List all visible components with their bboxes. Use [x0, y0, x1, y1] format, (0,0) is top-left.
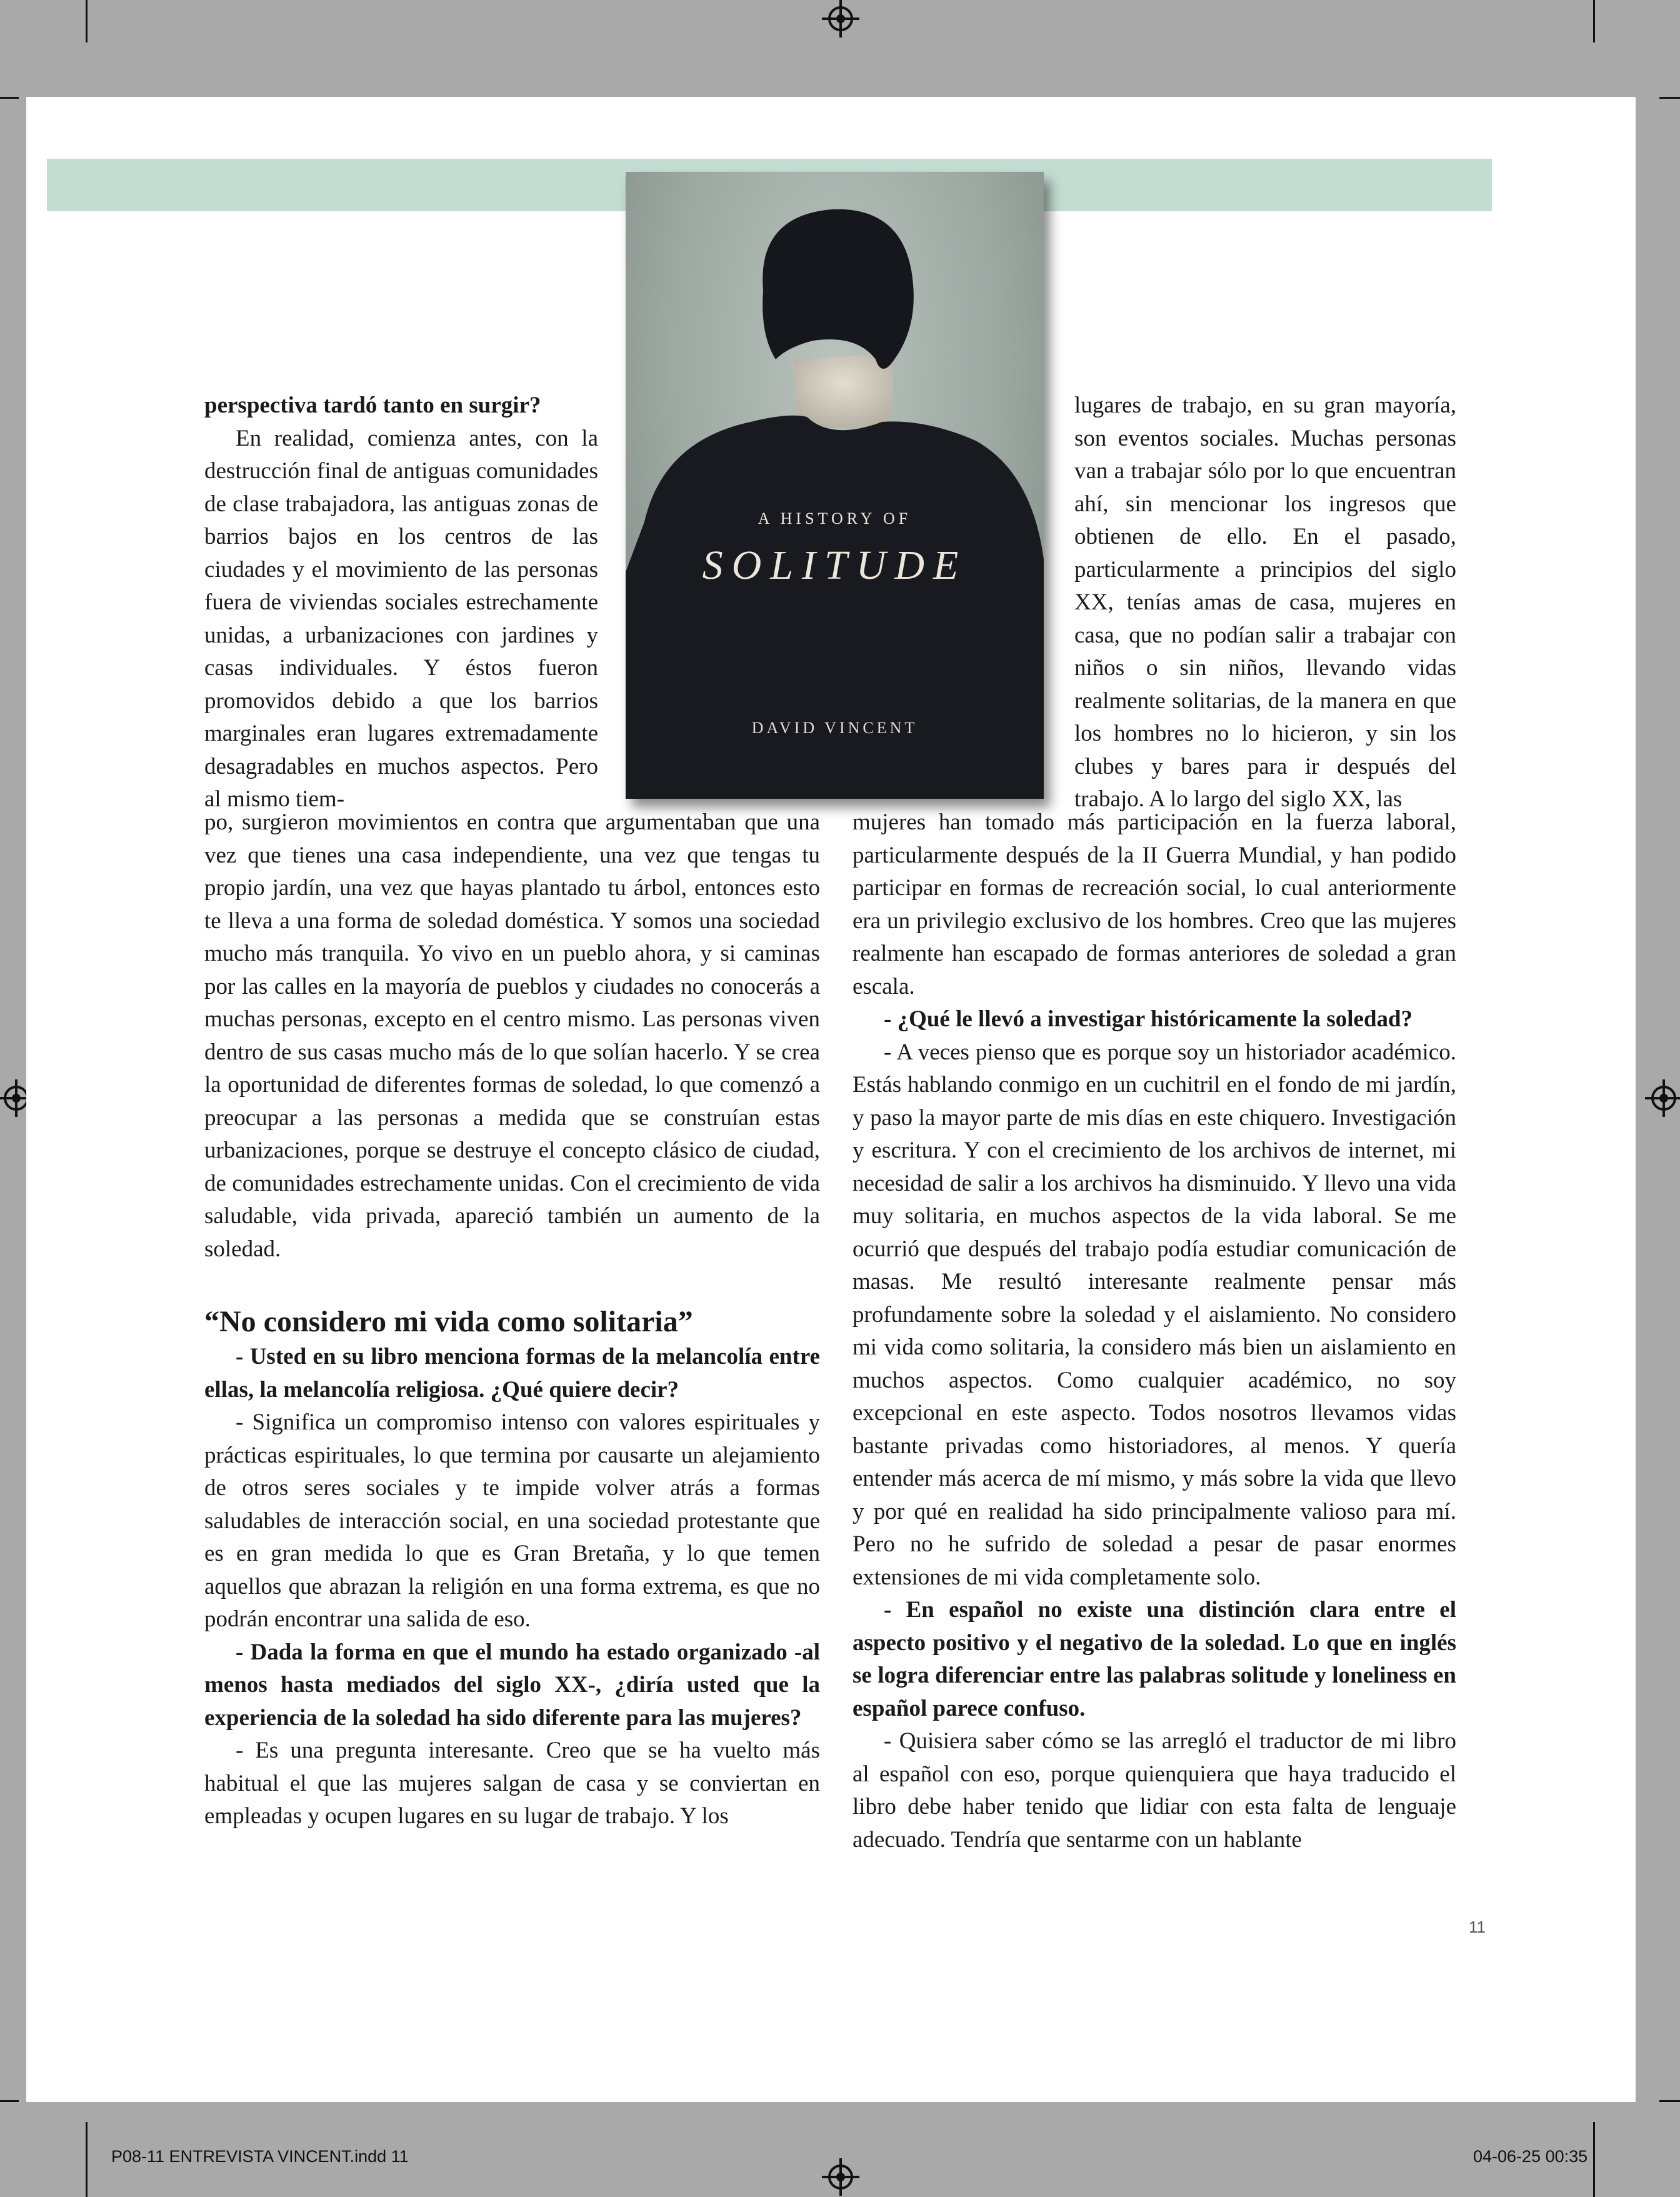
answer-text: lugares de trabajo, en su gran mayoría, son eventos sociales. Muchas personas van a trabajar sólo por lo que encuentran ahí, sin mencionar los ingresos que obtienen de ello. En el pasado, particularmente a principios del siglo XX, tenías amas de casa, mujeres en casa, que no podían salir a trabajar con niños o sin niños, llevando vidas realmente solitarias, de la manera en que los hombres no lo hicieron, y sin los clubes y bares para ir después del trabajo. A lo largo del siglo XX, las	[1074, 393, 1456, 812]
registration-mark-icon	[1651, 1086, 1676, 1111]
answer-text: - Significa un compromiso intenso con valores espirituales y prácticas espirituales, lo que termina por causarte un alejamiento de otros seres sociales y te impide volver atrás a formas saludables de interacción social, en una sociedad protestante que es en gran medida lo que es Gran Bretaña, y lo que temen aquellos que abrazan la religión en una forma extrema, es que no podrán encontrar una salida de eso.	[204, 1409, 820, 1632]
cover-author: DAVID VINCENT	[751, 719, 918, 737]
left-column-top	[204, 389, 598, 816]
slug-file-info: P08-11 ENTREVISTA VINCENT.indd 11	[111, 2147, 409, 2166]
crop-mark	[86, 2122, 88, 2197]
crop-mark	[1593, 2122, 1595, 2197]
section-subhead: “No considero mi vida como solitaria”	[204, 1305, 693, 1338]
registration-mark-icon	[4, 1086, 29, 1111]
answer-text: En realidad, comienza antes, con la destrucción final de antiguas comunidades de clase trabajadora, las antiguas zonas de barrios bajos en los centros de las ciudades y el movimiento de las personas fuera de viviendas sociales estrechamente unidas, a urbanizaciones con jardines y casas individuales. Y éstos fueron promovidos debido a que los barrios marginales eran lugares extremadamente desagradables en muchos aspectos. Pero al mismo tiem-	[204, 425, 598, 812]
crop-mark	[1659, 2100, 1680, 2102]
registration-mark-icon	[828, 6, 853, 31]
question-text: - Dada la forma en que el mundo ha estado organizado -al menos hasta mediados del siglo XX-, ¿diría usted que la experiencia de la soledad ha sido diferente para las mujeres?	[204, 1639, 820, 1731]
right-column-bottom	[852, 806, 1456, 1856]
registration-mark-icon	[828, 2164, 853, 2189]
cover-title: SOLITUDE	[702, 543, 968, 588]
answer-text: - Es una pregunta interesante. Creo que se ha vuelto más habitual el que las mujeres salgan de casa y se conviertan en empleadas y ocupen lugares en su lugar de trabajo. Y los	[204, 1738, 820, 1829]
question-text: - En español no existe una distinción clara entre el aspecto positivo y el negativo de la soledad. Lo que en inglés se logra diferenciar entre las palabras solitude y loneliness en español parece confuso.	[852, 1597, 1456, 1721]
page-number: 11	[1469, 1918, 1486, 1936]
crop-mark	[1659, 97, 1680, 99]
left-column-bottom	[204, 806, 820, 1833]
portrait-illustration	[626, 172, 1044, 799]
slug-date-info: 04-06-25 00:35	[1473, 2147, 1588, 2166]
question-text: perspectiva tardó tanto en surgir?	[204, 393, 541, 418]
crop-mark	[0, 97, 19, 99]
cover-subtitle: A HISTORY OF	[758, 509, 912, 528]
answer-text: - Quisiera saber cómo se las arregló el traductor de mi libro al español con eso, porque quienquiera que haya traducido el libro debe haber tenido que lidiar con esta falta de lenguaje adecuado. Tendría que sentarme con un hablante	[852, 1728, 1456, 1853]
answer-text: mujeres han tomado más participación en la fuerza laboral, particularmente después de la II Guerra Mundial, y han podido participar en formas de recreación social, lo cual anteriormente era un privilegio exclusivo de los hombres. Creo que las mujeres realmente han escapado de formas anteriores de soledad a gran escala.	[852, 809, 1456, 999]
crop-mark	[1593, 0, 1595, 43]
crop-mark	[0, 2100, 19, 2102]
answer-text: po, surgieron movimientos en contra que argumentaban que una vez que tienes una casa independiente, una vez que tengas tu propio jardín, una vez que hayas plantado tu árbol, entonces esto te lleva a una forma de soledad doméstica. Y somos una sociedad mucho más tranquila. Yo vivo en un pueblo ahora, y si caminas por las calles en la mayoría de pueblos y ciudades no conocerás a muchas personas, excepto en el centro mismo. Las personas viven dentro de sus casas mucho más de lo que solían hacerlo. Y se crea la oportunidad de diferentes formas de soledad, lo que comenzó a preocupar a las personas a medida que se construían estas urbanizaciones, porque se destruye el concepto clásico de ciudad, de comunidades estrechamente unidas. Con el crecimiento de vida saludable, vida privada, apareció también un aumento de la soledad.	[204, 809, 820, 1262]
question-text: - ¿Qué le llevó a investigar históricamente la soledad?	[884, 1006, 1413, 1032]
crop-mark	[86, 0, 88, 43]
right-column-top	[1074, 389, 1456, 816]
answer-text: - A veces pienso que es porque soy un historiador académico. Estás hablando conmigo en un cuchitril en el fondo de mi jardín, y paso la mayor parte de mis días en este chiquero. Investigación y escritura. Y con el crecimiento de los archivos de internet, mi necesidad de salir a los archivos ha disminuido. Y llevo una vida muy solitaria, en muchos aspectos de la vida laboral. Se me ocurrió que después del trabajo podía estudiar comunicación de masas. Me resultó interesante realmente pensar más profundamente sobre la soledad y el aislamiento. No considero mi vida como solitaria, la considero más bien un aislamiento en muchos aspectos. Como cualquier académico, no soy excepcional en este aspecto. Todos nosotros llevamos vidas bastante privadas como historiadores, al menos. Y quería entender más acerca de mí mismo, y más sobre la vida que llevo y por qué en realidad ha sido principalmente valioso para mí. Pero no he sufrido de soledad a pesar de pasar enormes extensiones de mi vida completamente solo.	[852, 1039, 1456, 1590]
book-cover-image	[626, 172, 1044, 799]
question-text: - Usted en su libro menciona formas de la melancolía entre ellas, la melancolía religiosa. ¿Qué quiere decir?	[204, 1344, 820, 1403]
